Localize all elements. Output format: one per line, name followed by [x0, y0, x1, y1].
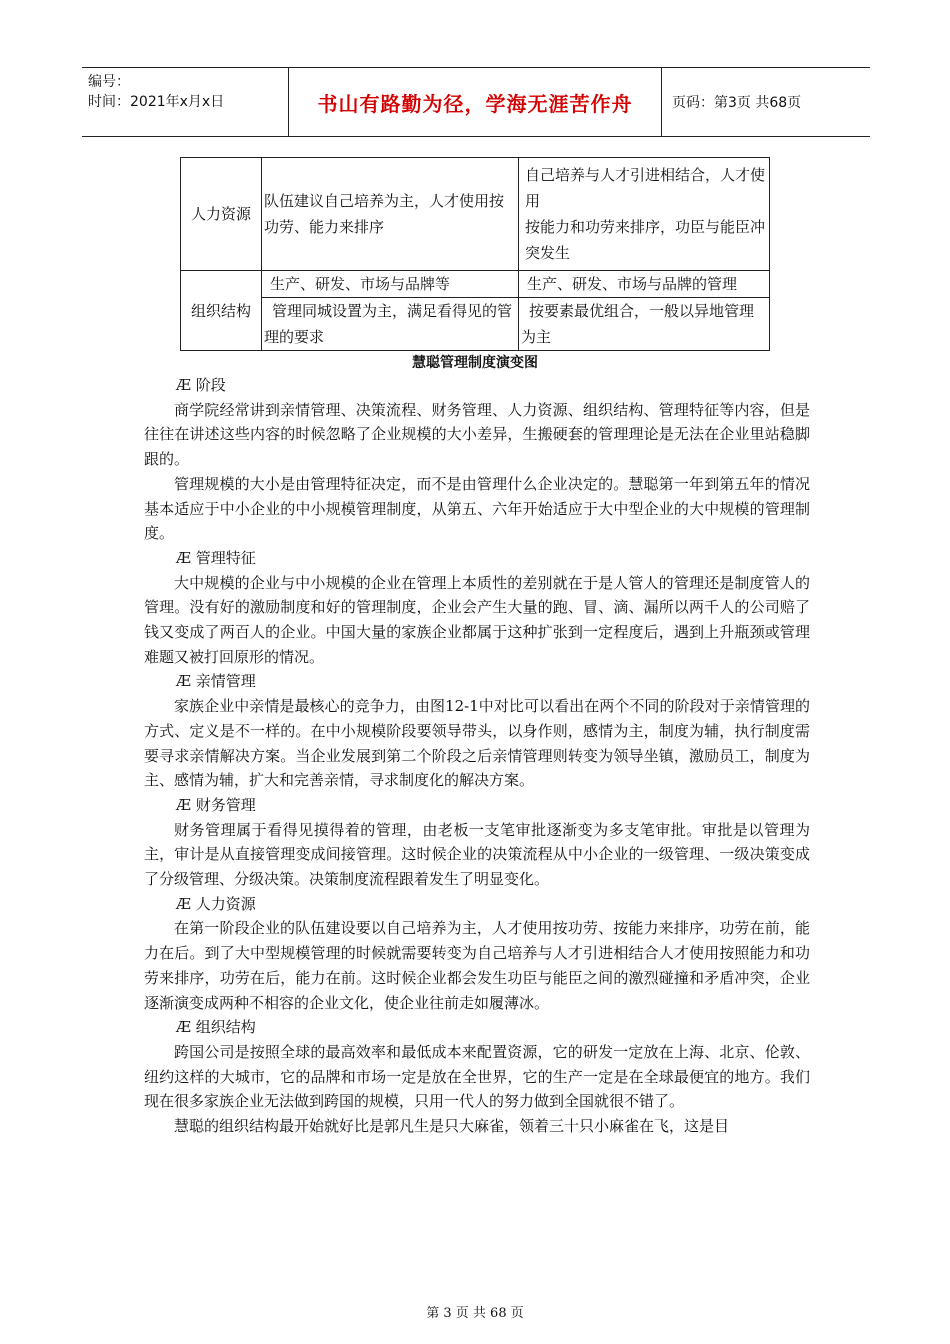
paragraph: 大中规模的企业与中小规模的企业在管理上本质性的差别就在于是人管人的管理还是制度管人的管理。没有好的激励制度和好的管理制度，企业会产生大量的跑、冒、滴、漏所以两千人的公司赔了钱又变成了两百人的企业。中国大量的家族企业都属于这种扩张到一定程度后，遇到上升瓶颈或管理难题又被打回原形的情况。 — [144, 573, 810, 666]
row-label-hr: 人力资源 — [181, 158, 262, 271]
section-heading-kinship: Æ 亲情管理 — [176, 672, 256, 691]
section-heading-hr: Æ 人力资源 — [176, 894, 256, 913]
paragraph: 慧聪的组织结构最开始就好比是郭凡生是只大麻雀，领着三十只小麻雀在飞，这是目 — [174, 1117, 730, 1136]
table-row-org-a — [181, 271, 770, 298]
section-heading-finance: Æ 财务管理 — [176, 795, 256, 814]
page-header — [82, 67, 870, 137]
section-heading-stage: Æ 阶段 — [176, 376, 226, 394]
body-text — [144, 373, 810, 1139]
header-page-info: 页码：第3页 共68页 — [672, 95, 802, 111]
paragraph: 管理规模的大小是由管理特征决定，而不是由管理什么企业决定的。慧聪第一年到第五年的情况基本适应于中小企业的中小规模管理制度，从第五、六年开始适应于大中型企业的大中规模的管理制度。 — [144, 474, 810, 543]
paragraph: 在第一阶段企业的队伍建设要以自己培养为主，人才使用按功劳、按能力来排序，功劳在前，能力在后。到了大中型规模管理的时候就需要转变为自己培养与人才引进相结合人才使用按照能力和功劳来排序，功劳在后，能力在前。这时候企业都会发生功臣与能臣之间的激烈碰撞和矛盾冲突，企业逐渐演变成两种不相容的企业文化，使企业往前走如履薄冰。 — [144, 919, 810, 1012]
cell-hr-stage2 — [519, 158, 770, 271]
paragraph: 家族企业中亲情是最核心的竞争力，由图12-1中对比可以看出在两个不同的阶段对于亲情管理的方式、定义是不一样的。在中小规模阶段要领导带头，以身作则，感情为主，制度为辅，执行制度需要寻求亲情解决方案。当企业发展到第二个阶段之后亲情管理则转变为领导坐镇，激励员工，制度为主、感情为辅，扩大和完善亲情，寻求制度化的解决方案。 — [144, 697, 810, 790]
paragraph: 商学院经常讲到亲情管理、决策流程、财务管理、人力资源、组织结构、管理特征等内容，但是往往在讲述这些内容的时候忽略了企业规模的大小差异，生搬硬套的管理理论是无法在企业里站稳脚跟的。 — [144, 400, 810, 469]
header-meta — [82, 68, 288, 136]
cell-org-stage1-b: 管理同城设置为主，满足看得见的管理的要求 — [262, 298, 519, 351]
cell-org-stage2-a: 生产、研发、市场与品牌的管理 — [519, 271, 770, 298]
section-heading-features: Æ 管理特征 — [176, 548, 256, 567]
comparison-table — [180, 157, 770, 351]
cell-line: 按能力和功劳来排序，功臣与能臣冲突发生 — [525, 218, 766, 262]
header-number-label: 编号： — [88, 74, 130, 90]
paragraph: 跨国公司是按照全球的最高效率和最低成本来配置资源，它的研发一定放在上海、北京、伦敦、纽约这样的大城市，它的品牌和市场一定是放在全世界，它的生产一定是在全球最便宜的地方。我们现在很多家族企业无法做到跨国的规模，只用一代人的努力做到全国就很不错了。 — [144, 1042, 810, 1111]
cell-org-stage2-b: 按要素最优组合，一般以异地管理为主 — [519, 298, 770, 351]
table-caption: 慧聪管理制度演变图 — [412, 355, 538, 371]
header-date-label: 时间：2021年x月x日 — [88, 94, 225, 110]
row-label-org: 组织结构 — [181, 271, 262, 351]
table-row-hr — [181, 158, 770, 271]
header-motto: 书山有路勤为径，学海无涯苦作舟 — [288, 68, 662, 136]
cell-line: 自己培养与人才引进相结合，人才使用 — [525, 166, 766, 210]
paragraph: 财务管理属于看得见摸得着的管理，由老板一支笔审批逐渐变为多支笔审批。审批是以管理为主，审计是从直接管理变成间接管理。这时候企业的决策流程从中小企业的一级管理、一级决策变成了分级管理、分级决策。决策制度流程跟着发生了明显变化。 — [144, 820, 810, 889]
cell-org-stage1-a: 生产、研发、市场与品牌等 — [262, 271, 519, 298]
table-row-org-b — [181, 298, 770, 351]
section-heading-org: Æ 组织结构 — [176, 1018, 256, 1037]
cell-hr-stage1: 队伍建议自己培养为主，人才使用按功劳、能力来排序 — [262, 158, 519, 271]
page-footer: 第 3 页 共 68 页 — [426, 1306, 524, 1321]
